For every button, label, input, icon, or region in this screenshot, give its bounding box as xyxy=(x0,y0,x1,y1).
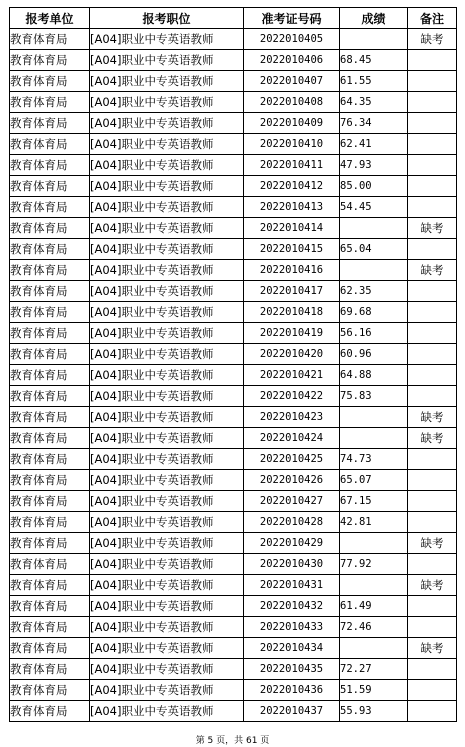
cell-ticket: 2022010406 xyxy=(244,50,340,71)
cell-unit: 教育体育局 xyxy=(10,218,90,239)
table-row xyxy=(10,491,457,512)
table-row xyxy=(10,197,457,218)
cell-remark: 缺考 xyxy=(408,407,457,428)
cell-unit: 教育体育局 xyxy=(10,176,90,197)
cell-unit: 教育体育局 xyxy=(10,407,90,428)
cell-remark xyxy=(408,617,457,638)
cell-post: [A04]职业中专英语教师 xyxy=(90,512,244,533)
cell-score: 68.45 xyxy=(340,50,408,71)
cell-remark xyxy=(408,239,457,260)
cell-unit: 教育体育局 xyxy=(10,596,90,617)
header-score: 成绩 xyxy=(340,8,408,29)
cell-score: 65.07 xyxy=(340,470,408,491)
cell-ticket: 2022010416 xyxy=(244,260,340,281)
cell-post: [A04]职业中专英语教师 xyxy=(90,365,244,386)
cell-remark xyxy=(408,113,457,134)
cell-remark xyxy=(408,491,457,512)
cell-ticket: 2022010433 xyxy=(244,617,340,638)
table-row xyxy=(10,680,457,701)
cell-post: [A04]职业中专英语教师 xyxy=(90,680,244,701)
table-row xyxy=(10,533,457,554)
cell-unit: 教育体育局 xyxy=(10,344,90,365)
table-row xyxy=(10,470,457,491)
cell-post: [A04]职业中专英语教师 xyxy=(90,113,244,134)
cell-unit: 教育体育局 xyxy=(10,197,90,218)
cell-post: [A04]职业中专英语教师 xyxy=(90,533,244,554)
cell-remark xyxy=(408,281,457,302)
cell-score xyxy=(340,407,408,428)
cell-remark xyxy=(408,596,457,617)
cell-unit: 教育体育局 xyxy=(10,680,90,701)
cell-ticket: 2022010435 xyxy=(244,659,340,680)
header-remark: 备注 xyxy=(408,8,457,29)
cell-ticket: 2022010417 xyxy=(244,281,340,302)
table-row xyxy=(10,659,457,680)
cell-remark xyxy=(408,92,457,113)
cell-post: [A04]职业中专英语教师 xyxy=(90,281,244,302)
cell-remark xyxy=(408,659,457,680)
header-ticket: 准考证号码 xyxy=(244,8,340,29)
cell-score: 77.92 xyxy=(340,554,408,575)
cell-post: [A04]职业中专英语教师 xyxy=(90,428,244,449)
cell-post: [A04]职业中专英语教师 xyxy=(90,638,244,659)
cell-unit: 教育体育局 xyxy=(10,239,90,260)
table-row xyxy=(10,575,457,596)
cell-ticket: 2022010432 xyxy=(244,596,340,617)
cell-remark xyxy=(408,50,457,71)
table-row xyxy=(10,113,457,134)
cell-unit: 教育体育局 xyxy=(10,155,90,176)
cell-score: 54.45 xyxy=(340,197,408,218)
cell-post: [A04]职业中专英语教师 xyxy=(90,449,244,470)
cell-post: [A04]职业中专英语教师 xyxy=(90,71,244,92)
table-row xyxy=(10,176,457,197)
cell-score: 72.27 xyxy=(340,659,408,680)
cell-score: 85.00 xyxy=(340,176,408,197)
table-row xyxy=(10,71,457,92)
table-row xyxy=(10,512,457,533)
cell-unit: 教育体育局 xyxy=(10,323,90,344)
cell-ticket: 2022010427 xyxy=(244,491,340,512)
cell-post: [A04]职业中专英语教师 xyxy=(90,176,244,197)
cell-unit: 教育体育局 xyxy=(10,50,90,71)
cell-remark: 缺考 xyxy=(408,575,457,596)
cell-score xyxy=(340,533,408,554)
table-header-row xyxy=(10,8,457,29)
cell-unit: 教育体育局 xyxy=(10,617,90,638)
cell-unit: 教育体育局 xyxy=(10,491,90,512)
cell-score: 72.46 xyxy=(340,617,408,638)
cell-remark xyxy=(408,512,457,533)
cell-remark xyxy=(408,197,457,218)
cell-ticket: 2022010407 xyxy=(244,71,340,92)
cell-ticket: 2022010429 xyxy=(244,533,340,554)
cell-post: [A04]职业中专英语教师 xyxy=(90,134,244,155)
cell-unit: 教育体育局 xyxy=(10,134,90,155)
header-post: 报考职位 xyxy=(90,8,244,29)
table-row xyxy=(10,365,457,386)
cell-unit: 教育体育局 xyxy=(10,449,90,470)
cell-remark xyxy=(408,701,457,722)
cell-remark: 缺考 xyxy=(408,218,457,239)
cell-ticket: 2022010431 xyxy=(244,575,340,596)
cell-post: [A04]职业中专英语教师 xyxy=(90,386,244,407)
cell-score xyxy=(340,260,408,281)
cell-unit: 教育体育局 xyxy=(10,701,90,722)
cell-score: 51.59 xyxy=(340,680,408,701)
cell-score: 61.55 xyxy=(340,71,408,92)
table-row xyxy=(10,638,457,659)
cell-unit: 教育体育局 xyxy=(10,29,90,50)
cell-ticket: 2022010413 xyxy=(244,197,340,218)
cell-ticket: 2022010420 xyxy=(244,344,340,365)
header-unit: 报考单位 xyxy=(10,8,90,29)
cell-score: 64.88 xyxy=(340,365,408,386)
cell-ticket: 2022010430 xyxy=(244,554,340,575)
cell-score: 65.04 xyxy=(340,239,408,260)
cell-remark xyxy=(408,365,457,386)
table-row xyxy=(10,428,457,449)
cell-ticket: 2022010422 xyxy=(244,386,340,407)
cell-post: [A04]职业中专英语教师 xyxy=(90,491,244,512)
table-row xyxy=(10,701,457,722)
cell-unit: 教育体育局 xyxy=(10,533,90,554)
cell-unit: 教育体育局 xyxy=(10,638,90,659)
cell-unit: 教育体育局 xyxy=(10,260,90,281)
cell-remark xyxy=(408,71,457,92)
cell-post: [A04]职业中专英语教师 xyxy=(90,155,244,176)
cell-score: 55.93 xyxy=(340,701,408,722)
table-row xyxy=(10,50,457,71)
cell-remark: 缺考 xyxy=(408,29,457,50)
cell-remark xyxy=(408,386,457,407)
cell-ticket: 2022010428 xyxy=(244,512,340,533)
cell-remark xyxy=(408,134,457,155)
table-row xyxy=(10,281,457,302)
table-row xyxy=(10,449,457,470)
cell-remark: 缺考 xyxy=(408,533,457,554)
cell-score: 75.83 xyxy=(340,386,408,407)
cell-remark xyxy=(408,470,457,491)
cell-post: [A04]职业中专英语教师 xyxy=(90,701,244,722)
cell-remark: 缺考 xyxy=(408,260,457,281)
table-row xyxy=(10,218,457,239)
cell-unit: 教育体育局 xyxy=(10,302,90,323)
cell-unit: 教育体育局 xyxy=(10,659,90,680)
cell-score: 60.96 xyxy=(340,344,408,365)
cell-post: [A04]职业中专英语教师 xyxy=(90,554,244,575)
table-row xyxy=(10,134,457,155)
cell-post: [A04]职业中专英语教师 xyxy=(90,302,244,323)
cell-post: [A04]职业中专英语教师 xyxy=(90,239,244,260)
cell-ticket: 2022010425 xyxy=(244,449,340,470)
cell-remark xyxy=(408,554,457,575)
cell-ticket: 2022010414 xyxy=(244,218,340,239)
results-table xyxy=(9,7,457,722)
cell-remark xyxy=(408,449,457,470)
results-sheet xyxy=(9,7,456,722)
cell-score: 62.41 xyxy=(340,134,408,155)
table-row xyxy=(10,596,457,617)
cell-score: 47.93 xyxy=(340,155,408,176)
cell-score: 69.68 xyxy=(340,302,408,323)
table-row xyxy=(10,302,457,323)
cell-ticket: 2022010424 xyxy=(244,428,340,449)
cell-remark xyxy=(408,176,457,197)
cell-remark: 缺考 xyxy=(408,638,457,659)
cell-unit: 教育体育局 xyxy=(10,386,90,407)
cell-score: 61.49 xyxy=(340,596,408,617)
cell-score xyxy=(340,218,408,239)
cell-ticket: 2022010434 xyxy=(244,638,340,659)
cell-score: 64.35 xyxy=(340,92,408,113)
cell-post: [A04]职业中专英语教师 xyxy=(90,29,244,50)
cell-ticket: 2022010409 xyxy=(244,113,340,134)
cell-ticket: 2022010411 xyxy=(244,155,340,176)
cell-ticket: 2022010423 xyxy=(244,407,340,428)
table-row xyxy=(10,155,457,176)
cell-post: [A04]职业中专英语教师 xyxy=(90,197,244,218)
cell-post: [A04]职业中专英语教师 xyxy=(90,260,244,281)
cell-score: 76.34 xyxy=(340,113,408,134)
cell-remark xyxy=(408,344,457,365)
cell-remark: 缺考 xyxy=(408,428,457,449)
cell-score: 42.81 xyxy=(340,512,408,533)
cell-ticket: 2022010410 xyxy=(244,134,340,155)
cell-post: [A04]职业中专英语教师 xyxy=(90,92,244,113)
cell-unit: 教育体育局 xyxy=(10,470,90,491)
cell-score: 67.15 xyxy=(340,491,408,512)
cell-score xyxy=(340,638,408,659)
cell-score: 62.35 xyxy=(340,281,408,302)
cell-post: [A04]职业中专英语教师 xyxy=(90,50,244,71)
cell-post: [A04]职业中专英语教师 xyxy=(90,323,244,344)
cell-unit: 教育体育局 xyxy=(10,71,90,92)
table-row xyxy=(10,239,457,260)
table-row xyxy=(10,92,457,113)
cell-remark xyxy=(408,302,457,323)
table-body xyxy=(10,29,457,722)
cell-score xyxy=(340,428,408,449)
cell-unit: 教育体育局 xyxy=(10,113,90,134)
cell-score: 56.16 xyxy=(340,323,408,344)
cell-remark xyxy=(408,155,457,176)
cell-ticket: 2022010415 xyxy=(244,239,340,260)
table-row xyxy=(10,407,457,428)
cell-ticket: 2022010405 xyxy=(244,29,340,50)
table-row xyxy=(10,323,457,344)
cell-unit: 教育体育局 xyxy=(10,365,90,386)
cell-ticket: 2022010436 xyxy=(244,680,340,701)
table-row xyxy=(10,260,457,281)
cell-ticket: 2022010419 xyxy=(244,323,340,344)
table-row xyxy=(10,386,457,407)
table-row xyxy=(10,344,457,365)
cell-remark xyxy=(408,680,457,701)
cell-ticket: 2022010421 xyxy=(244,365,340,386)
cell-post: [A04]职业中专英语教师 xyxy=(90,575,244,596)
cell-unit: 教育体育局 xyxy=(10,554,90,575)
cell-score xyxy=(340,575,408,596)
cell-unit: 教育体育局 xyxy=(10,575,90,596)
cell-post: [A04]职业中专英语教师 xyxy=(90,470,244,491)
cell-post: [A04]职业中专英语教师 xyxy=(90,659,244,680)
cell-post: [A04]职业中专英语教师 xyxy=(90,407,244,428)
cell-unit: 教育体育局 xyxy=(10,92,90,113)
cell-score xyxy=(340,29,408,50)
cell-ticket: 2022010408 xyxy=(244,92,340,113)
cell-post: [A04]职业中专英语教师 xyxy=(90,218,244,239)
cell-remark xyxy=(408,323,457,344)
cell-ticket: 2022010412 xyxy=(244,176,340,197)
page-footer: 第 5 页，共 61 页 xyxy=(195,736,270,746)
cell-ticket: 2022010418 xyxy=(244,302,340,323)
cell-post: [A04]职业中专英语教师 xyxy=(90,617,244,638)
cell-score: 74.73 xyxy=(340,449,408,470)
cell-unit: 教育体育局 xyxy=(10,428,90,449)
cell-ticket: 2022010426 xyxy=(244,470,340,491)
cell-ticket: 2022010437 xyxy=(244,701,340,722)
table-row xyxy=(10,29,457,50)
cell-post: [A04]职业中专英语教师 xyxy=(90,344,244,365)
table-row xyxy=(10,617,457,638)
table-row xyxy=(10,554,457,575)
cell-unit: 教育体育局 xyxy=(10,512,90,533)
cell-post: [A04]职业中专英语教师 xyxy=(90,596,244,617)
cell-unit: 教育体育局 xyxy=(10,281,90,302)
